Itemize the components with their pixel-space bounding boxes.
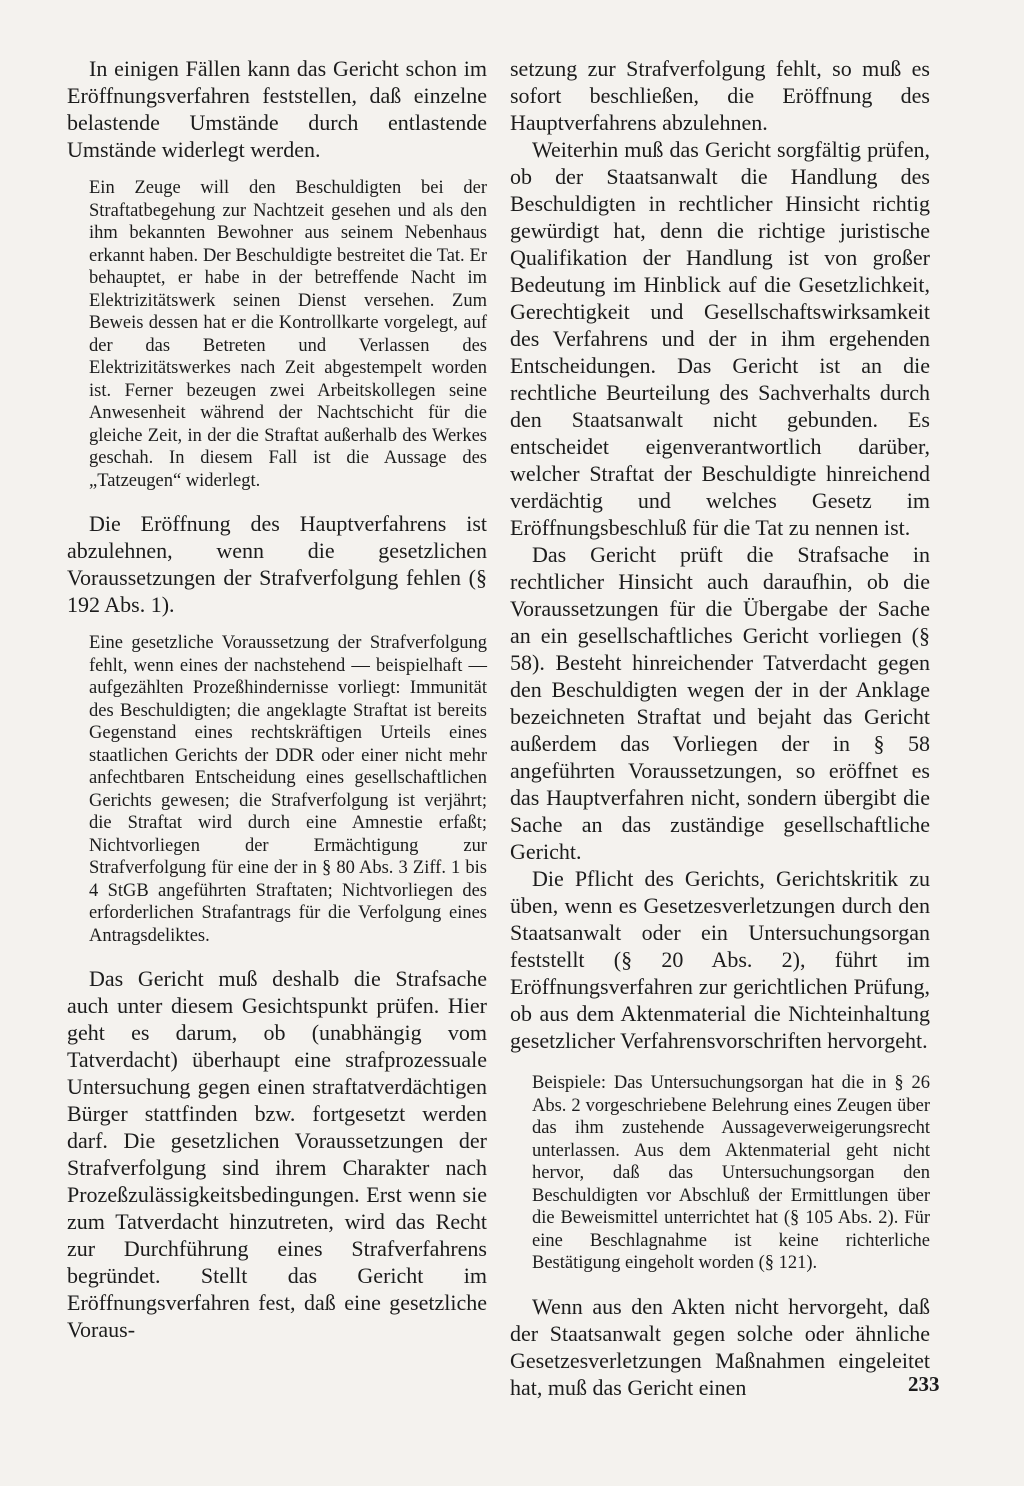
page-number: 233 (908, 1372, 940, 1396)
paragraph: Die Eröffnung des Hauptverfahrens ist abzulehnen, wenn die gesetzlichen Voraussetzungen der Strafverfolgung fehlen (§ 192 Abs. 1). (67, 511, 487, 617)
paragraph: Die Pflicht des Gerichts, Gerichtskritik zu üben, wenn es Gesetzesverletzungen durch den Staatsanwalt oder ein Untersuchungsorgan feststellt (§ 20 Abs. 2), führt im Eröffnungsverfahren zur gerichtlichen Prüfung, ob aus dem Aktenmaterial die Nichteinhaltung gesetzlicher Verfahrensvorschriften hervorgeht. (510, 866, 930, 1053)
paragraph: In einigen Fällen kann das Gericht schon im Eröffnungsverfahren feststellen, daß einzelne belastende Umstände durch entlastende Umstände widerlegt werden. (67, 56, 487, 162)
paragraph: Das Gericht prüft die Strafsache in rechtlicher Hinsicht auch daraufhin, ob die Voraussetzungen für die Übergabe der Sache an ein gesellschaftliches Gericht vorliegen (§ 58). Besteht hinreichender Tatverdacht gegen den Beschuldigten wegen der in der Anklage bezeichneten Straftat und bejaht das Gericht außerdem das Vorliegen der in § 58 angeführten Voraussetzungen, so eröffnet es das Hauptverfahren nicht, sondern übergibt die Sache an das zuständige gesellschaftliche Gericht. (510, 542, 930, 864)
paragraph: Weiterhin muß das Gericht sorgfältig prüfen, ob der Staatsanwalt die Handlung des Beschuldigten in rechtlicher Hinsicht richtig gewürdigt hat, denn die richtige juristische Qualifikation der Handlung ist von großer Bedeutung im Hinblick auf die Gesetzlichkeit, Gerechtigkeit und Gesellschaftswirksamkeit des Verfahrens und der in ihm ergehenden Entscheidungen. Das Gericht ist an die rechtliche Beurteilung des Sachverhalts durch den Staatsanwalt nicht gebunden. Es entscheidet eigenverantwortlich darüber, welcher Straftat der Beschuldigte hinreichend verdächtig und welches Gesetz im Eröffnungsbeschluß für die Tat zu nennen ist. (510, 137, 930, 540)
paragraph: Das Gericht muß deshalb die Strafsache auch unter diesem Gesichtspunkt prüfen. Hier geht es darum, ob (unabhängig vom Tatverdacht) überhaupt eine strafprozessuale Untersuchung gegen einen straftatverdächtigen Bürger stattfinden bzw. fortgesetzt werden darf. Die gesetzlichen Voraussetzungen der Strafverfolgung sind ihrem Charakter nach Prozeßzulässigkeitsbedingungen. Erst wenn sie zum Tatverdacht hinzutreten, wird das Recht zur Durchführung eines Strafverfahrens begründet. Stellt das Gericht im Eröffnungsverfahren fest, daß eine gesetzliche Voraus- (67, 966, 487, 1342)
example-paragraph: Ein Zeuge will den Beschuldigten bei der Straftatbegehung zur Nachtzeit gesehen und als den ihm bekannten Bewohner aus seinem Nebenhaus erkannt haben. Der Beschuldigte bestreitet die Tat. Er behauptet, er habe in der betreffende Nacht im Elektrizitätswerk seinen Dienst versehen. Zum Beweis dessen hat er die Kontrollkarte vorgelegt, auf der das Betreten und Verlassen des Elektrizitätswerkes nach Zeit abgestempelt worden ist. Ferner bezeugen zwei Arbeitskollegen seine Anwesenheit während der Nachtschicht für die gleiche Zeit, in der die Straftat außerhalb des Werkes geschah. In diesem Fall ist die Aussage des „Tatzeugen“ widerlegt. (89, 178, 487, 491)
paragraph: Wenn aus den Akten nicht hervorgeht, daß der Staatsanwalt gegen solche oder ähnliche Gesetzesverletzungen Maßnahmen eingeleitet hat, muß das Gericht einen (510, 1293, 930, 1400)
right-column (510, 55, 930, 1401)
example-paragraph: Eine gesetzliche Voraussetzung der Strafverfolgung fehlt, wenn eines der nachstehend — beispielhaft — aufgezählten Prozeßhindernisse vorliegt: Immunität des Beschuldigten; die angeklagte Straftat ist bereits Gegenstand eines rechtskräftigen Urteils eines staatlichen Gerichts der DDR oder einer nicht mehr anfechtbaren Entscheidung eines gesellschaftlichen Gerichts gewesen; die Strafverfolgung ist verjährt; die Straftat wird durch eine Amnestie erfaßt; Nichtvorliegen der Ermächtigung zur Strafverfolgung für eine der in § 80 Abs. 3 Ziff. 1 bis 4 StGB angeführten Straftaten; Nichtvorliegen des erforderlichen Strafantrags für die Verfolgung eines Antragsdeliktes. (89, 633, 487, 946)
example-paragraph: Beispiele: Das Untersuchungsorgan hat die in § 26 Abs. 2 vorgeschriebene Belehrung eines Zeugen über das ihm zustehende Aussageverweigerungsrecht unterlassen. Aus dem Aktenmaterial geht nicht hervor, daß das Untersuchungsorgan den Beschuldigten vor Abschluß der Ermittlungen über die Beweismittel unterrichtet hat (§ 105 Abs. 2). Für eine Beschlagnahme ist keine richterliche Bestätigung eingeholt worden (§ 121). (532, 1073, 930, 1273)
left-column (67, 55, 487, 1343)
paragraph-continued: setzung zur Strafverfolgung fehlt, so muß es sofort beschließen, die Eröffnung des Hauptverfahrens abzulehnen. (510, 56, 930, 135)
